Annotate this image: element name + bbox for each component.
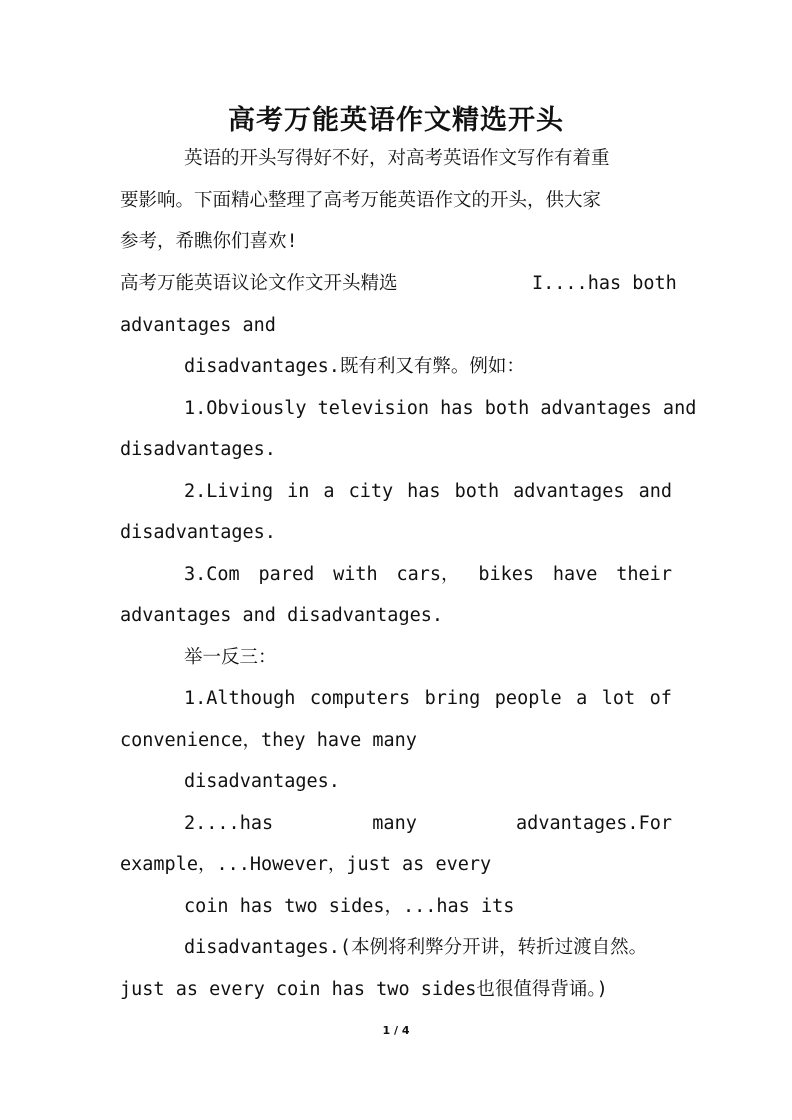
- section-heading-cont: advantages and: [120, 315, 276, 336]
- variant-2-line-2: example，...However，just as every: [120, 854, 492, 875]
- word: computers: [309, 688, 411, 709]
- word: lot: [601, 688, 636, 709]
- intro-line-1: 英语的开头写得好不好，对高考英语作文写作有着重: [184, 148, 610, 169]
- word: many: [372, 813, 417, 834]
- word: advantages.For: [516, 813, 672, 834]
- word: with: [333, 564, 378, 585]
- example-3-line-1: [184, 563, 672, 587]
- intro-line-2: 要影响。下面精心整理了高考万能英语作文的开头，供大家: [120, 190, 602, 211]
- word: have: [552, 564, 598, 585]
- section-pattern: I....has both: [532, 273, 677, 294]
- pattern-line: disadvantages.既有利又有弊。例如：: [184, 356, 525, 377]
- example-2-line-2: disadvantages.: [120, 522, 276, 543]
- word: advantages: [513, 481, 625, 502]
- word: 1.Although: [184, 688, 296, 709]
- word: people: [494, 688, 562, 709]
- word: pared: [258, 564, 315, 585]
- word: has: [407, 481, 441, 502]
- intro-line-3: 参考，希瞧你们喜欢!: [120, 231, 298, 252]
- word: a: [576, 688, 588, 709]
- example-1-line-1: 1.Obviously television has both advantages and: [184, 398, 697, 419]
- word: both: [454, 481, 500, 502]
- word: 2....has: [184, 813, 274, 834]
- word: city: [348, 481, 394, 502]
- example-1-line-2: disadvantages.: [120, 439, 276, 460]
- variant-2-line-1: [184, 812, 672, 836]
- word: 2.Living: [184, 481, 274, 502]
- word: bikes: [478, 564, 535, 585]
- page-number: 1 / 4: [382, 1024, 410, 1037]
- example-3-line-2: advantages and disadvantages.: [120, 605, 444, 626]
- section-heading: 高考万能英语议论文作文开头精选: [120, 273, 398, 294]
- word: in: [287, 481, 310, 502]
- variant-1-line-3: disadvantages.: [184, 771, 340, 792]
- word: a: [323, 481, 335, 502]
- word: bring: [424, 688, 481, 709]
- variant-2-line-4: disadvantages.(本例将利弊分开讲，转折过渡自然。: [184, 937, 648, 958]
- variant-2-line-5: just as every coin has two sides也很值得背诵。): [120, 979, 608, 1000]
- word: cars，: [396, 564, 460, 585]
- document-title: 高考万能英语作文精选开头: [228, 105, 564, 136]
- variant-2-line-3: coin has two sides，...has its: [184, 896, 515, 917]
- word: 3.Com: [184, 564, 240, 585]
- word: of: [649, 688, 672, 709]
- variants-label: 举一反三：: [184, 647, 277, 668]
- variant-1-line-1: [184, 687, 672, 711]
- word: their: [616, 564, 672, 585]
- word: and: [638, 481, 672, 502]
- example-2-line-1: [184, 480, 672, 504]
- variant-1-line-2: convenience，they have many: [120, 730, 417, 751]
